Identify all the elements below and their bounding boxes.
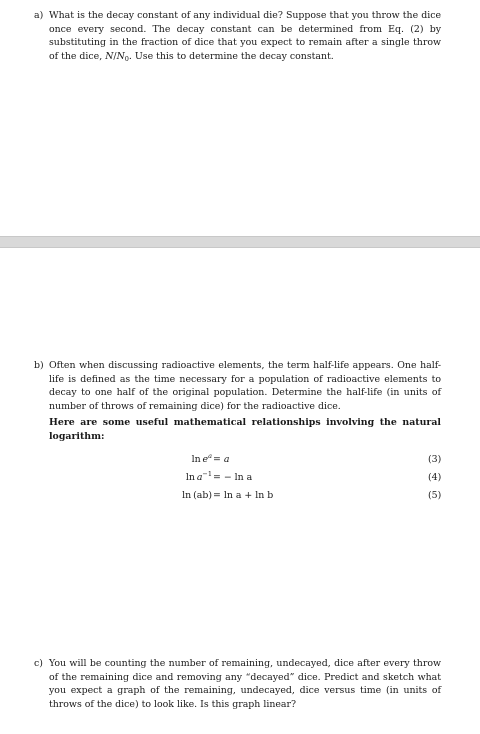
equation-5-lhs: ln (ab) <box>182 490 212 501</box>
equation-5-rhs: = ln a + ln b <box>213 490 274 501</box>
problem-a-text-after: . Use this to determine the decay constant. <box>128 50 334 62</box>
problem-b-text: Often when discussing radioactive elements, the term half-life appears. One half-life is defined as the time necessary for a population of radioactive elements to decay to one half of the original population. Determine the half-life (in units of number of throws of remaining dice) for the radioactive dice. <box>49 360 441 412</box>
equation-4-number: (4) <box>428 472 442 483</box>
ratio-slash: / <box>113 50 117 62</box>
ratio-denominator: N <box>116 50 125 62</box>
equation-5 <box>0 489 480 503</box>
equation-4 <box>0 471 480 485</box>
equation-3-lhs: $\ln e^a$ <box>191 452 212 465</box>
page-bottom <box>0 248 480 734</box>
logarithm-note: Here are some useful mathematical relationships involving the natural logarithm: <box>49 417 441 442</box>
equation-4-lhs: $\ln a^{-1}$ <box>185 470 212 483</box>
equation-3-rhs: = a <box>213 454 230 465</box>
page-separator <box>0 236 480 248</box>
problem-c-label: c) <box>34 658 43 669</box>
problem-a-text-before: What is the decay constant of any individual die? Suppose that you throw the dice once every second. The decay constant can be determined from Eq. (2) by substituting in the fraction of dice that you expect to remain after a single throw of the dice, <box>49 10 441 62</box>
equation-5-number: (5) <box>428 490 442 501</box>
equation-4-rhs: = − ln a <box>213 472 253 483</box>
equation-3 <box>0 453 480 467</box>
problem-c-text: You will be counting the number of remaining, undecayed, dice after every throw of the remaining dice and removing any “decayed” dice. Predict and sketch what you expect a graph of the remaining, undecayed, dice versus time (in units of throws of the dice) to look like. Is this graph linear? <box>49 658 441 710</box>
ratio-numerator: N <box>105 50 114 62</box>
equation-3-number: (3) <box>428 454 442 465</box>
problem-a-label: a) <box>34 10 44 21</box>
problem-b-label: b) <box>34 360 44 371</box>
ratio-subscript: 0 <box>124 54 129 63</box>
problem-a-text <box>49 9 441 63</box>
page-top <box>0 0 480 236</box>
